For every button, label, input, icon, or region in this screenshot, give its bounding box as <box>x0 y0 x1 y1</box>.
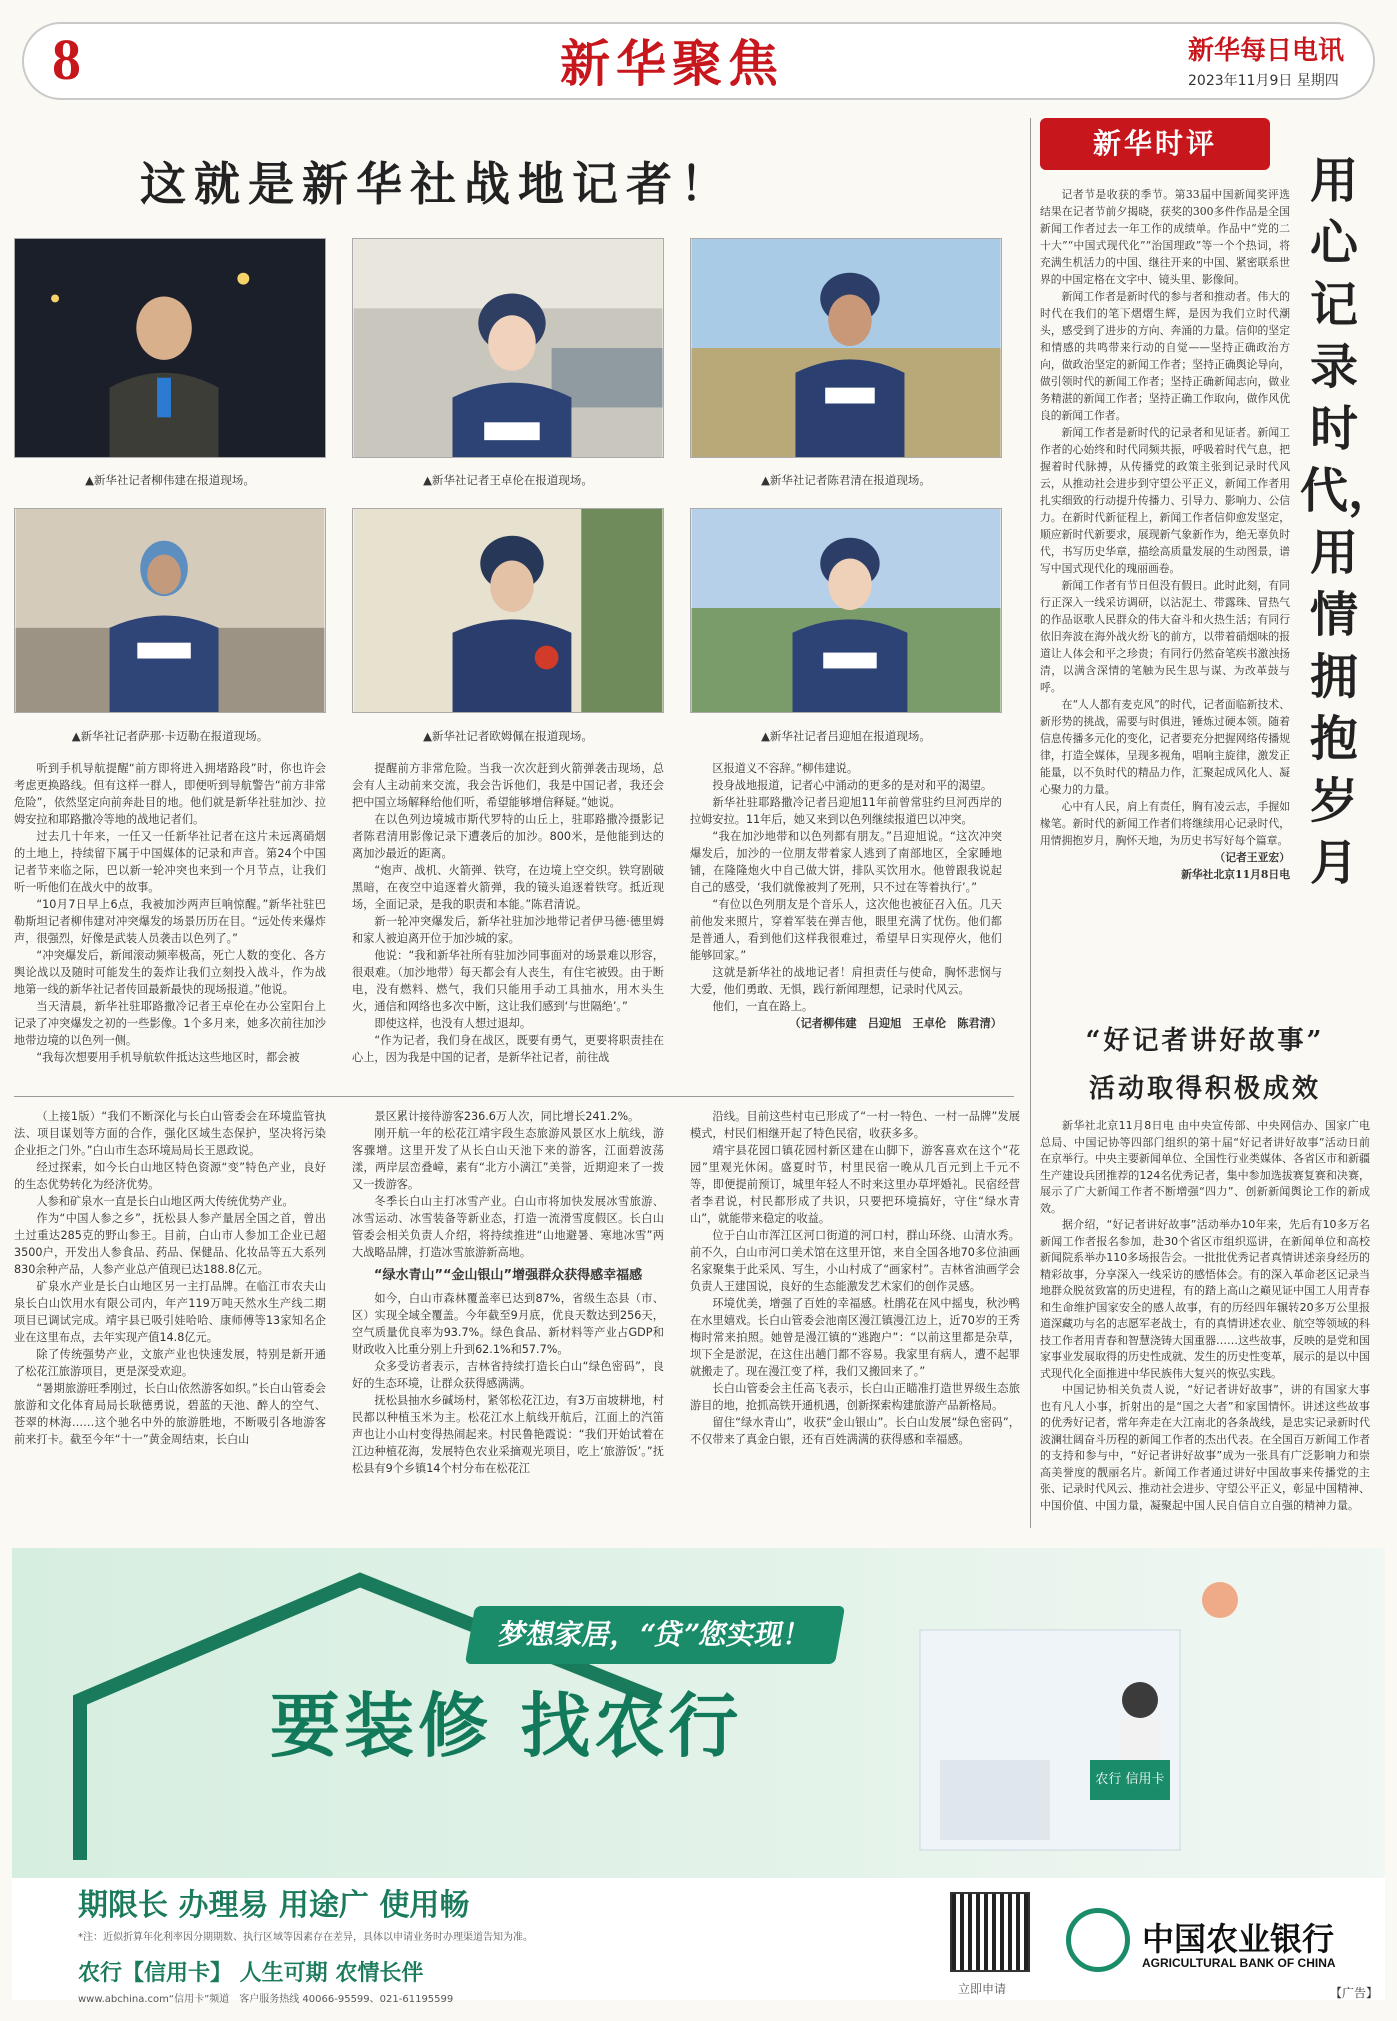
paragraph: 如今，白山市森林覆盖率已达到87%，省级生态县（市、区）实现全域全覆盖。今年截至9月底，优良天数达到256天，空气质量优良率为93.7%。绿色食品、新材料等产业占GDP和财政收入比重分别上升到62.1%和57.7%。 <box>352 1292 664 1356</box>
paragraph: “炮声、战机、火箭弹、铁穹，在边境上空交织。铁穹剧破黑暗，在夜空中追逐着火箭弹，我的镜头追逐着铁穹。抵近现场，全面记录，是我的职责和本能。”陈君清说。 <box>352 864 664 911</box>
paragraph: 作为“中国人参之乡”，抚松县人参产量居全国之首，曾出土过重达285克的野山参王。目前，白山市人参加工企业已超3500户，开发出人参食品、药品、保健品、化妆品等五大系列830余种产品，人参产业总产值现已达188.8亿元。 <box>14 1212 326 1276</box>
continued-column-3 <box>690 1108 1020 1533</box>
photo-reporter-3 <box>690 238 1002 458</box>
paragraph: 据介绍，“好记者讲好故事”活动举办10年来，先后有10多万名新闻工作者报名参加，赴30个省区市组织巡讲，在新闻单位和高校新闻院系举办110多场报告会。一批批优秀记者真情讲述亲身经历的精彩故事，分享深入一线采访的感悟体会。有的深入革命老区记录当地群众脱贫致富的历史进程，有的踏上高山之巅见证中国工人用青春和生命维护国家安全的感人故事，有的历经四年辗转20多万公里报道深藏功与名的志愿军老战士，有的真情讲述农业、航空等领域的科技工作者用青春和智慧浇铸大国重器……这些故事，反映的是党和国家事业发展取得的历史性成就、发生的历史性变革，展示的是以中国式现代化全面推进中华民族伟大复兴的恢弘实践。 <box>1040 1218 1370 1380</box>
side-story-body <box>1040 1118 1370 1533</box>
paragraph: 人参和矿泉水一直是长白山地区两大传统优势产业。 <box>36 1195 294 1208</box>
reporter-photo-illustration <box>15 239 325 457</box>
photo-caption: ▲新华社记者吕迎旭在报道现场。 <box>761 729 931 743</box>
paragraph: 新一轮冲突爆发后，新华社驻加沙地带记者伊马德·德里姆和家人被迫离开位于加沙城的家。 <box>352 915 664 945</box>
section-masthead: 新华聚焦 <box>560 34 784 93</box>
paragraph: 众多受访者表示，吉林省持续打造长白山“绿色密码”，良好的生态环境，让群众获得感满满。 <box>352 1360 664 1390</box>
reporter-photo-illustration <box>691 239 1001 457</box>
ad-box-label: 农行 信用卡 <box>1090 1760 1170 1800</box>
paragraph: 听到手机导航提醒“前方即将进入拥堵路段”时，你也许会考虑更换路线。但有这样一群人，即便听到导航警告“前方非常危险”，依然坚定向前奔赴目的地。他们就是新华社驻加沙、拉姆安拉和耶路撒冷等地的战地记者们。 <box>14 762 326 826</box>
continued-column-2 <box>352 1108 664 1533</box>
paragraph: 抚松县抽水乡碱场村，紧邻松花江边，有3万亩坡耕地，村民都以种植玉米为主。松花江水上航线开航后，江面上的汽笛声也让小山村变得热闹起来。村民鲁艳霞说：“我们开始试着在江边种植花海，发展特色农业采摘观光项目，吃上‘旅游饭’。”抚松县有9个乡镇14个村分布在松花江 <box>352 1394 664 1475</box>
paragraph: 经过探索，如今长白山地区特色资源“变”特色产业，良好的生态优势转化为经济优势。 <box>14 1161 326 1191</box>
qr-code-icon[interactable] <box>950 1892 1030 1972</box>
paragraph: 当天清晨，新华社驻耶路撒冷记者王卓伦在办公室阳台上记录了冲突爆发之初的一些影像。1个多月来，她多次前往加沙地带边境的以色列一侧。 <box>14 1000 326 1047</box>
reporter-photo-illustration <box>353 509 663 712</box>
photo-caption: ▲新华社记者王卓伦在报道现场。 <box>423 473 593 487</box>
ad-tag: 【广告】 <box>1330 1986 1379 2000</box>
story-column-2 <box>352 760 664 1090</box>
page-number: 8 <box>52 27 81 92</box>
paragraph: 矿泉水产业是长白山地区另一主打品牌。在临江市农夫山泉长白山饮用水有限公司内，年产119万吨天然水生产线二期项目已调试完成。靖宇县已吸引娃哈哈、康师傅等13家知名企业在这里布点，去年实现产值14.8亿元。 <box>14 1280 326 1344</box>
paragraph: 即使这样，也没有人想过退却。 <box>374 1017 532 1030</box>
paragraph: 他们，一直在路上。 <box>712 1000 814 1013</box>
ad-main-headline: 要装修 找农行 <box>270 1684 743 1767</box>
paragraph: 环境优美，增强了百姓的幸福感。杜鹃花在风中摇曳，秋沙鸭在水里嬉戏。长白山管委会池南区漫江镇漫江边上，近70岁的王秀梅时常来拍照。她曾是漫江镇的“逃跑户”：“以前这里都是杂草，坝下全是淤泥，在这住出趟门都不容易。我家里有病人，遭不起罪就搬走了。现在漫江变了样，我们又搬回来了。” <box>690 1297 1020 1378</box>
vertical-divider <box>1030 118 1031 1528</box>
photo-reporter-4 <box>14 508 326 713</box>
paragraph: 新闻工作者是新时代的记录者和见证者。新闻工作者的心始终和时代同频共振，呼吸着时代气息，把握着时代脉搏，从传播党的政策主张到记录时代风云，从推动社会进步到守望公平正义，新闻工作者用扎实细致的行动提升传播力、引导力、影响力、公信力。在新时代新征程上，新闻工作者信仰愈发坚定，顺应新时代新要求，展现新气象新作为，绝无辜负时代，书写历史华章，描绘高质量发展的生动图景，谱写中国式现代化的瑰丽画卷。 <box>1040 426 1290 575</box>
paragraph: 在“人人都有麦克风”的时代，记者面临新技术、新形势的挑战，需要与时俱进，锤炼过硬本领。随着信息传播多元化的变化，记者要充分把握网络传播规律，打造全媒体，呈现多视角，唱响主旋律，激发正能量，以不负时代的精品力作，汇聚起成风化人、凝心聚力的力量。 <box>1040 698 1290 796</box>
bank-logo-icon <box>1066 1908 1130 1972</box>
paragraph: 在以色列边境城市斯代罗特的山丘上，驻耶路撒冷摄影记者陈君清用影像记录下遭袭后的加沙。800米，是他能到达的离加沙最近的距离。 <box>352 813 664 860</box>
continued-subhead: “绿水青山”“金山银山”增强群众获得感幸福感 <box>373 1268 643 1283</box>
side-story-title-2: 活动取得积极成效 <box>1088 1074 1321 1104</box>
commentary-title: 用心记录时代，用情拥抱岁月 <box>1300 153 1397 891</box>
paragraph: 除了传统强势产业，文旅产业也快速发展，特别是新开通了松花江旅游项目，更是深受欢迎。 <box>14 1348 326 1378</box>
paragraph: “有位以色列朋友是个音乐人，这次他也被征召入伍。几天前他发来照片，穿着军装在弹吉他，眼里充满了忧伤。他们都是普通人，看到他们这样我很难过，希望早日实现停火，他们能够回家。” <box>690 898 1002 962</box>
paragraph: 留住“绿水青山”，收获“金山银山”。长白山发展“绿色密码”，不仅带来了真金白银，还有百姓满满的获得感和幸福感。 <box>690 1416 1020 1446</box>
reporter-photo-illustration <box>691 509 1001 712</box>
story-byline: （记者柳伟建 吕迎旭 王卓伦 陈君清） <box>789 1017 1002 1030</box>
paragraph: 冬季长白山主打冰雪产业。白山市将加快发展冰雪旅游、冰雪运动、冰雪装备等新业态，打造一流滑雪度假区。长白山管委会相关负责人介绍，将持续推进“山地避暑、寒地冰雪”两大战略品牌，打造冰雪旅游新高地。 <box>352 1195 664 1259</box>
paragraph: 靖宇县花园口镇花园村新区建在山脚下，游客喜欢在这个“花园”里观光休闲。盛夏时节，村里民宿一晚从几百元到上千元不等，即便提前预订，城里年轻人不时来这里办草坪婚礼。民宿经营者李君说，村民都形成了共识，只要把环境搞好，守住“绿水青山”，就能带来稳定的收益。 <box>690 1144 1020 1225</box>
paragraph: “暑期旅游旺季刚过，长白山依然游客如织。”长白山管委会旅游和文化体育局局长耿德勇说，碧蓝的天池、醉人的空气、苍翠的林海……这个驰名中外的旅游胜地，不断吸引各地游客前来打卡。截至今年“十一”黄金周结束，长白山 <box>14 1382 326 1446</box>
paragraph: “10月7日早上6点，我被加沙两声巨响惊醒。”新华社驻巴勒斯坦记者柳伟建对冲突爆发的场景历历在目。“远处传来爆炸声，很强烈，好像是武装人员袭击以色列了。” <box>14 898 326 945</box>
photo-reporter-6 <box>690 508 1002 713</box>
paragraph: 新闻工作者有节日但没有假日。此时此刻，有同行正深入一线采访调研，以沾泥土、带露珠、冒热气的作品讴歌人民群众的伟大奋斗和火热生活；有同行依旧奔波在海外战火纷飞的前方，以带着硝烟味的报道让人体会和平之珍贵；有同行仍然奋笔疾书激浊扬清，以满含深情的笔触为民生思与谋、为改革鼓与呼。 <box>1040 579 1290 694</box>
bank-name-english: AGRICULTURAL BANK OF CHINA <box>1142 1956 1336 1970</box>
paragraph: 位于白山市浑江区河口街道的河口村，群山环绕、山清水秀。前不久，白山市河口美术馆在这里开馆，来自全国各地70多位油画名家聚集于此采风、写生，小山村成了“画家村”。吉林省油画学会负责人王建国说，良好的生态能激发艺术家们的创作灵感。 <box>690 1229 1020 1293</box>
commentary-body <box>1040 186 1290 946</box>
paragraph: 过去几十年来，一任又一任新华社记者在这片未远离硝烟的土地上，持续留下属于中国媒体的记录和声音。第24个中国记者节来临之际，巴以新一轮冲突也来到一个月节点，让我们听一听他们在战火中的故事。 <box>14 830 326 894</box>
ad-footnote: *注：近似折算年化利率因分期期数、执行区域等因素存在差异，具体以申请业务时办理渠道告知为准。 <box>78 1932 533 1943</box>
issue-date: 2023年11月9日 星期四 <box>1188 73 1339 89</box>
paragraph: 中国记协相关负责人说，“好记者讲好故事”，讲的有国家大事也有凡人小事，折射出的是“国之大者”和家国情怀。讲述这些故事的优秀好记者，常年奔走在大江南北的各条战线，是忠实记录新时代波澜壮阔奋斗历程的新闻工作者的杰出代表。在全国百万新闻工作者的支持和参与中，“好记者讲好故事”成为一张具有广泛影响力和崇高美誉度的靓丽名片。新闻工作者通过讲好中国故事来传播党的主张、记录时代风云、推动社会进步、守望公平正义，彰显中国精神、中国价值、中国力量，凝聚起中国人民自信自立自强的精神力量。 <box>1040 1383 1370 1512</box>
ad-slogan: 梦想家居，“贷”您实现！ <box>465 1606 845 1664</box>
paragraph: （上接1版）“我们不断深化与长白山管委会在环境监管执法、项目谋划等方面的合作，强化区域生态保护，坚决将污染企业拒之门外。”白山市生态环境局局长王恩政说。 <box>14 1110 326 1157</box>
photo-caption: ▲新华社记者柳伟建在报道现场。 <box>85 473 255 487</box>
side-story-title-1: “好记者讲好故事” <box>1085 1026 1325 1056</box>
paragraph: 提醒前方非常危险。当我一次次赶到火箭弹袭击现场，总会有人主动前来交流，我会告诉他们，我是中国记者，我还会把中国立场解释给他们听，希望能够增信释疑。”她说。 <box>352 762 664 809</box>
paragraph: 刚开航一年的松花江靖宇段生态旅游风景区水上航线，游客骤增。这里开发了从长白山天池下来的游客，江面碧波荡漾，两岸层峦叠嶂，素有“北方小漓江”美誉，近期迎来了一拨又一拨游客。 <box>352 1127 664 1191</box>
paragraph: “我在加沙地带和以色列都有朋友。”吕迎旭说。“这次冲突爆发后，加沙的一位朋友带着家人逃到了南部地区，全家睡地铺，在隆隆炮火中自己做大饼，排队买饮用水。他曾跟我说起自己的感受，‘我们就像被判了死刑，只不过在等着执行’。” <box>690 830 1002 894</box>
commentary-badge: 新华时评 <box>1040 118 1270 170</box>
paragraph: “冲突爆发后，新闻滚动频率极高，死亡人数的变化、各方舆论战以及随时可能发生的轰炸让我们立刻投入战斗，作为战地第一线的新华社记者传回最新最快的现场报道。”他说。 <box>14 949 326 996</box>
commentary-byline: （记者王亚宏） <box>1214 851 1290 864</box>
photo-caption: ▲新华社记者陈君清在报道现场。 <box>761 473 931 487</box>
commentary-dateline: 新华社北京11月8日电 <box>1181 868 1290 881</box>
photo-caption: ▲新华社记者欧姆佩在报道现场。 <box>423 729 593 743</box>
photo-reporter-5 <box>352 508 664 713</box>
paragraph: 心中有人民，肩上有责任，胸有凌云志，手握如椽笔。新时代的新闻工作者们将继续用心记录时代，用情拥抱岁月，胸怀天地，为历史书写好每个篇章。 <box>1040 800 1290 847</box>
story-column-3 <box>690 760 1002 1090</box>
paragraph: 记者节是收获的季节。第33届中国新闻奖评选结果在记者节前夕揭晓，获奖的300多件作品是全国新闻工作者过去一年工作的成绩单。作品中“党的二十大”“中国式现代化”“治国理政”等一个个热词，将充满生机活力的中国、继往开来的中国、紧密联系世界的中国定格在文字中、镜头里、影像间。 <box>1040 188 1290 286</box>
reporter-photo-illustration <box>353 239 663 457</box>
paragraph: 新闻工作者是新时代的参与者和推动者。伟大的时代在我们的笔下熠熠生辉，是因为我们立时代潮头，感受到了进步的方向、奔涌的力量。信仰的坚定和情感的共鸣带来行动的自觉——坚持正确政治方向，做政治坚定的新闻工作者；坚持正确舆论导向，做引领时代的新闻工作者；坚持正确新闻志向，做业务精湛的新闻工作者；坚持正确工作取向，做作风优良的新闻工作者。 <box>1040 290 1290 422</box>
story-column-1 <box>14 760 326 1090</box>
paragraph: “我每次想要用手机导航软件抵达这些地区时，都会被 <box>36 1051 300 1064</box>
continued-column-1 <box>14 1108 326 1533</box>
paragraph: 这就是新华社的战地记者！肩担责任与使命，胸怀悲悯与大爱，他们勇敢、无惧，践行新闻理想，记录时代风云。 <box>690 966 1002 996</box>
paragraph: “作为记者，我们身在战区，既要有勇气，更要将职责挂在心上，因为我是中国的记者，是新华社记者，前往战 <box>352 1034 664 1064</box>
photo-caption: ▲新华社记者萨那·卡迈勒在报道现场。 <box>71 729 269 743</box>
photo-reporter-2 <box>352 238 664 458</box>
paper-brand: 新华每日电讯 <box>1188 36 1345 66</box>
paragraph: 沿线。目前这些村屯已形成了“一村一特色、一村一品牌”发展模式，村民们相继开起了特色民宿，收获多多。 <box>690 1110 1020 1140</box>
ad-tagline: 期限长 办理易 用途广 使用畅 <box>78 1888 470 1923</box>
paragraph: 新华社北京11月8日电 由中央宣传部、中央网信办、国家广电总局、中国记协等四部门组织的第十届“好记者讲好故事”活动日前在京举行。中央主要新闻单位、全国性行业类媒体、各省区市和新疆生产建设兵团推荐的124名优秀记者，集中参加选拔赛复赛和决赛，展示了广大新闻工作者不断增强“四力”、创新新闻舆论工作的新成效。 <box>1040 1119 1370 1215</box>
paragraph: 投身战地报道，记者心中涌动的更多的是对和平的渴望。 <box>712 779 993 792</box>
paragraph: 区报道义不容辞。”柳伟建说。 <box>712 762 859 775</box>
divider <box>14 1096 1014 1097</box>
qr-label: 立即申请 <box>958 1982 1007 1996</box>
paragraph: 长白山管委会主任高飞表示，长白山正瞄准打造世界级生态旅游目的地，抢抓高铁开通机遇，创新探索构建旅游产品新格局。 <box>690 1382 1020 1412</box>
paragraph: 新华社驻耶路撒冷记者吕迎旭11年前曾常驻约旦河西岸的拉姆安拉。11年后，她又来到以色列继续报道巴以冲突。 <box>690 796 1002 826</box>
photo-reporter-1 <box>14 238 326 458</box>
paragraph: 景区累计接待游客236.6万人次，同比增长241.2%。 <box>374 1110 640 1123</box>
main-headline: 这就是新华社战地记者！ <box>140 157 734 211</box>
ad-contact: www.abchina.com“信用卡”频道 客户服务热线 40066-95599、021-61195599 <box>78 1994 454 2005</box>
ad-card-slogan: 农行【信用卡】 人生可期 农情长伴 <box>78 1960 424 1986</box>
bank-name: 中国农业银行 <box>1142 1920 1335 1958</box>
paragraph: 他说：“我和新华社所有驻加沙同事面对的场景难以形容，很艰难。（加沙地带）每天都会有人丧生，有住宅被毁。由于断电，没有燃料、燃气，我们只能用手动工具抽水，用木头生火，通信和网络也多次中断，这让我们感到‘与世隔绝’。” <box>352 949 664 1013</box>
reporter-photo-illustration <box>15 509 325 712</box>
